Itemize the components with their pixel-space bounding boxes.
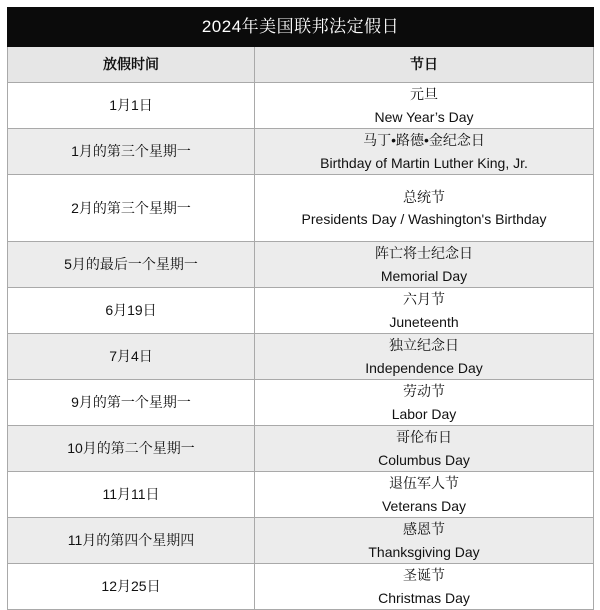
- holiday-table: [7, 7, 594, 610]
- table-title: 2024年美国联邦法定假日: [8, 8, 594, 47]
- holiday-date-cell: 10月的第二个星期一: [8, 426, 255, 472]
- holiday-name-english: New Year’s Day: [374, 108, 474, 125]
- holiday-date-cell: 2月的第三个星期一: [8, 175, 255, 242]
- holiday-name-cell: [255, 518, 594, 564]
- holiday-date-cell: 9月的第一个星期一: [8, 380, 255, 426]
- table-row: [8, 518, 594, 564]
- table-row: [8, 334, 594, 380]
- holiday-name-chinese: 退伍军人节: [389, 475, 459, 491]
- holiday-name-english: Presidents Day / Washington's Birthday: [301, 211, 547, 227]
- title-row: [8, 8, 594, 47]
- holiday-name-cell: [255, 334, 594, 380]
- holiday-name-chinese: 圣诞节: [403, 567, 445, 583]
- holiday-name-cell: [255, 472, 594, 518]
- column-header-holiday: 节日: [255, 47, 594, 83]
- holiday-name-chinese: 元旦: [410, 86, 438, 102]
- holiday-name-english: Labor Day: [391, 405, 457, 422]
- holiday-name-english: Juneteenth: [389, 313, 459, 330]
- holiday-date-cell: 11月的第四个星期四: [8, 518, 255, 564]
- holiday-name-cell: [255, 288, 594, 334]
- holiday-date-cell: 5月的最后一个星期一: [8, 242, 255, 288]
- holiday-name-chinese: 劳动节: [403, 383, 445, 399]
- header-row: [8, 47, 594, 83]
- holiday-date-cell: 7月4日: [8, 334, 255, 380]
- holiday-name-chinese: 六月节: [403, 291, 445, 307]
- holiday-name-english: Christmas Day: [378, 589, 470, 606]
- holiday-name-english: Independence Day: [365, 359, 483, 376]
- holiday-name-english: Birthday of Martin Luther King, Jr.: [320, 154, 528, 171]
- table-row: [8, 472, 594, 518]
- holiday-name-cell: [255, 564, 594, 610]
- holiday-name-chinese: 阵亡将士纪念日: [375, 245, 473, 261]
- holiday-name-english: Thanksgiving Day: [368, 543, 480, 560]
- holiday-name-english: Columbus Day: [378, 451, 470, 468]
- table-row: [8, 242, 594, 288]
- table-body: [8, 83, 594, 610]
- holiday-name-cell: [255, 242, 594, 288]
- table-row: [8, 129, 594, 175]
- holiday-name-chinese: 独立纪念日: [389, 337, 459, 353]
- table-row: [8, 83, 594, 129]
- holiday-name-chinese: 马丁•路德•金纪念日: [363, 132, 485, 148]
- holiday-name-english: Memorial Day: [380, 267, 468, 284]
- table-row: [8, 175, 594, 242]
- holiday-date-cell: 1月的第三个星期一: [8, 129, 255, 175]
- table-row: [8, 564, 594, 610]
- holiday-name-cell: [255, 129, 594, 175]
- holiday-name-chinese: 哥伦布日: [396, 429, 452, 445]
- holiday-date-cell: 1月1日: [8, 83, 255, 129]
- holiday-date-cell: 6月19日: [8, 288, 255, 334]
- holiday-name-chinese: 总统节: [403, 188, 445, 205]
- holiday-name-cell: [255, 426, 594, 472]
- holiday-name-english: Veterans Day: [381, 497, 467, 514]
- holiday-name-cell: [255, 175, 594, 242]
- column-header-date: 放假时间: [8, 47, 255, 83]
- table-row: [8, 288, 594, 334]
- holiday-name-cell: [255, 83, 594, 129]
- holiday-name-chinese: 感恩节: [403, 521, 445, 537]
- table-row: [8, 380, 594, 426]
- holiday-date-cell: 12月25日: [8, 564, 255, 610]
- holiday-date-cell: 11月11日: [8, 472, 255, 518]
- holiday-name-cell: [255, 380, 594, 426]
- table-row: [8, 426, 594, 472]
